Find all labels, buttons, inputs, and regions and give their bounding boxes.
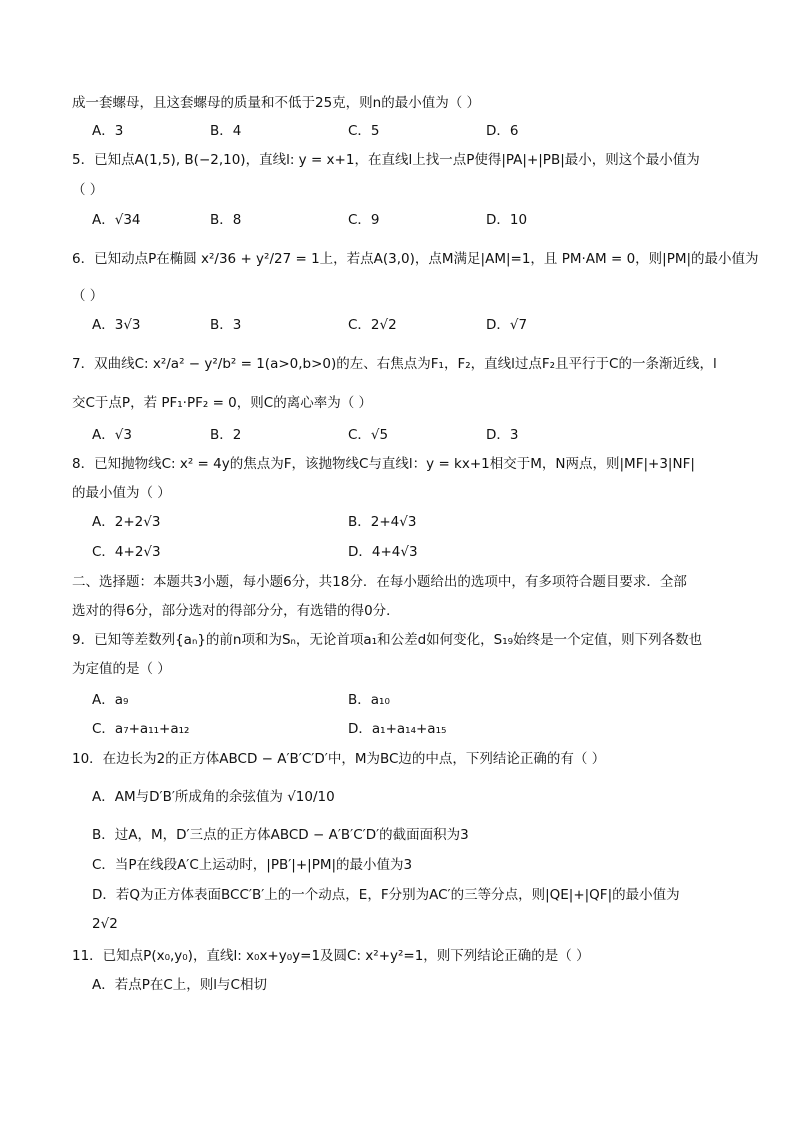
q11-stem: 11．已知点P(x₀,y₀)，直线l: x₀x+y₀y=1及圆C: x²+y²=1，则下列结论正确的是（ ） <box>72 948 590 964</box>
option-c: C．a₇+a₁₁+a₁₂ <box>92 721 190 737</box>
q8-stem: 8．已知抛物线C: x² = 4y的焦点为F，该抛物线C与直线l：y = kx+1相交于M，N两点，则|MF|+3|NF| <box>72 456 695 472</box>
option-c: C．2√2 <box>348 317 397 333</box>
option-a: A．√3 <box>92 427 132 443</box>
option-d: D．√7 <box>486 317 528 333</box>
q10-option-b: B．过A，M，D′三点的正方体ABCD − A′B′C′D′的截面面积为3 <box>92 827 469 843</box>
q6-blank: （ ） <box>72 288 104 304</box>
q10-stem: 10．在边长为2的正方体ABCD − A′B′C′D′中，M为BC边的中点，下列结论正确的有（ ） <box>72 751 606 767</box>
option-c: C．5 <box>348 123 380 139</box>
option-c: C．9 <box>348 212 380 228</box>
option-b: B．4 <box>210 123 242 139</box>
option-d: D．a₁+a₁₄+a₁₅ <box>348 721 447 737</box>
option-d: D．3 <box>486 427 519 443</box>
q6-stem: 6．已知动点P在椭圆 x²/36 + y²/27 = 1上，若点A(3,0)，点M满足|AM|=1，且 PM·AM = 0，则|PM|的最小值为 <box>72 251 759 267</box>
option-b: B．8 <box>210 212 242 228</box>
q8-stem-cont: 的最小值为（ ） <box>72 485 171 501</box>
q10-option-a: A．AM与D′B′所成角的余弦值为 √10/10 <box>92 789 335 805</box>
option-a: A．2+2√3 <box>92 514 161 530</box>
option-b: B．2 <box>210 427 242 443</box>
option-a: A．3 <box>92 123 124 139</box>
option-c: C．4+2√3 <box>92 544 161 560</box>
option-d: D．4+4√3 <box>348 544 418 560</box>
q7-stem-cont: 交C于点P，若 PF₁·PF₂ = 0，则C的离心率为（ ） <box>72 395 372 411</box>
option-a: A．√34 <box>92 212 141 228</box>
option-d: D．6 <box>486 123 519 139</box>
q4-tail-text: 成一套螺母，且这套螺母的质量和不低于25克，则n的最小值为（ ） <box>72 95 481 111</box>
q5-blank: （ ） <box>72 182 104 198</box>
option-b: B．a₁₀ <box>348 692 390 708</box>
q5-stem: 5．已知点A(1,5), B(−2,10)，直线l: y = x+1，在直线l上找一点P使得|PA|+|PB|最小，则这个最小值为 <box>72 152 700 168</box>
q9-stem-cont: 为定值的是（ ） <box>72 661 171 677</box>
option-b: B．3 <box>210 317 242 333</box>
q9-stem: 9．已知等差数列{aₙ}的前n项和为Sₙ，无论首项a₁和公差d如何变化，S₁₉始终是一个定值，则下列各数也 <box>72 632 703 648</box>
q11-option-a: A．若点P在C上，则l与C相切 <box>92 977 267 993</box>
option-d: D．10 <box>486 212 528 228</box>
section-2-header-cont: 选对的得6分，部分选对的得部分分，有选错的得0分． <box>72 603 400 619</box>
option-a: A．3√3 <box>92 317 141 333</box>
q10-option-d-cont: 2√2 <box>92 916 118 932</box>
option-c: C．√5 <box>348 427 389 443</box>
q10-option-d: D．若Q为正方体表面BCC′B′上的一个动点，E，F分别为AC′的三等分点，则|QE|+|QF|的最小值为 <box>92 887 680 903</box>
option-b: B．2+4√3 <box>348 514 417 530</box>
q10-option-c: C．当P在线段A′C上运动时，|PB′|+|PM|的最小值为3 <box>92 857 413 873</box>
q7-stem: 7．双曲线C: x²/a² − y²/b² = 1(a>0,b>0)的左、右焦点为F₁，F₂，直线l过点F₂且平行于C的一条渐近线，l <box>72 356 717 372</box>
section-2-header: 二、选择题：本题共3小题，每小题6分，共18分．在每小题给出的选项中，有多项符合题目要求．全部 <box>72 574 687 590</box>
option-a: A．a₉ <box>92 692 129 708</box>
